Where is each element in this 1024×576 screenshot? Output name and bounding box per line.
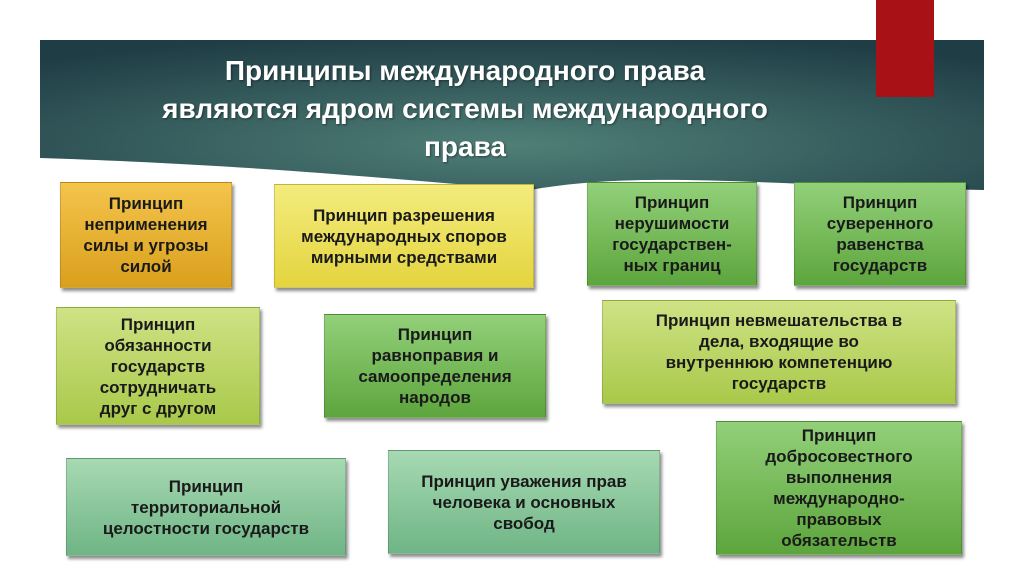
principle-peaceful-settlement: Принцип разрешения международных споров мирными средствами [274, 184, 534, 288]
principle-non-intervention: Принцип невмешательства в дела, входящие во внутреннюю компетенцию государств [602, 300, 956, 404]
principle-self-determination: Принцип равноправия и самоопределения народов [324, 314, 546, 418]
slide-title: Принципы международного права являются ядром системы международного права [162, 55, 768, 162]
principle-duty-to-cooperate: Принцип обязанности государств сотрудничать друг с другом [56, 307, 260, 425]
principle-good-faith-obligations: Принцип добросовестного выполнения международно- правовых обязательств [716, 421, 962, 555]
principle-non-use-of-force: Принцип неприменения силы и угрозы силой [60, 182, 232, 288]
principle-human-rights: Принцип уважения прав человека и основных свобод [388, 450, 660, 554]
principle-territorial-integrity: Принцип территориальной целостности государств [66, 458, 346, 556]
principle-sovereign-equality: Принцип суверенного равенства государств [794, 182, 966, 286]
principle-inviolability-of-borders: Принцип нерушимости государствен- ных границ [587, 182, 757, 286]
